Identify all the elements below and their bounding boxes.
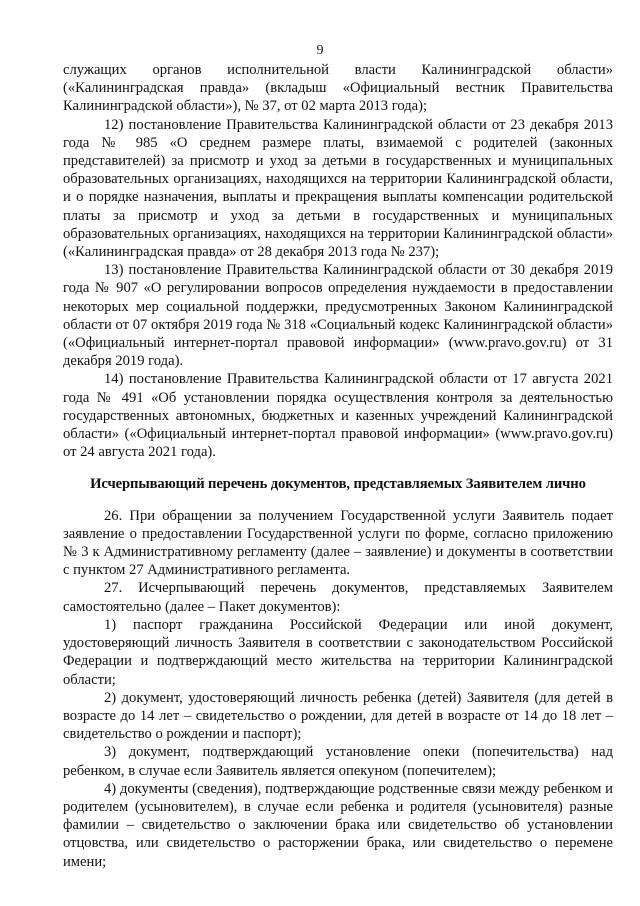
list-item-3: 3) документ, подтверждающий установление опеки (попечительства) над ребенком, в случае если Заявитель является опекуном (попечителем); [63, 744, 613, 779]
paragraph-item-14: 14) постановление Правительства Калининградской области от 17 августа 2021 года № 491 «Об установлении порядка осуществления контроля за деятельностью государственных автономных, бюджетных и казенных учреждений Калининградской области» («Официальный интернет-портал правовой информации» (www.pravo.gov.ru) от 24 августа 2021 года). [63, 371, 613, 461]
paragraph-item-13: 13) постановление Правительства Калининградской области от 30 декабря 2019 года № 907 «О регулировании вопросов определения нуждаемости в предоставлении некоторых мер социальной поддержки, предусмотренных Законом Калининградской области от 07 октября 2019 года № 318 «Социальный кодекс Калининградской области» («Официальный интернет-портал правовой информации» (www.pravo.gov.ru) от 31 декабря 2019 года). [63, 262, 613, 370]
section-heading: Исчерпывающий перечень документов, представляемых Заявителем лично [90, 476, 586, 493]
paragraph-27: 27. Исчерпывающий перечень документов, представляемых Заявителем самостоятельно (далее – Пакет документов): [63, 580, 613, 615]
paragraph-item-12: 12) постановление Правительства Калининградской области от 23 декабря 2013 года № 985 «О среднем размере платы, взимаемой с родителей (законных представителей) за присмотр и уход за детьми в государственных и муниципальных образовательных организациях, находящихся на территории Калининградской области, и о порядке назначения, выплаты и прекращения выплаты компенсации родительской платы за присмотр и уход за детьми в государственных и муниципальных образовательных организациях, находящихся на территории Калининградской области» («Калининградская правда» от 28 декабря 2013 года № 237); [63, 116, 613, 261]
paragraph-continuation: служащих органов исполнительной власти Калининградской области» («Калининградская правда» (вкладыш «Официальный вестник Правительства Калининградской области»), № 37, от 02 марта 2013 года); [63, 62, 613, 115]
list-item-2: 2) документ, удостоверяющий личность ребенка (детей) Заявителя (для детей в возрасте до 14 лет – свидетельство о рождении, для детей в возрасте от 14 до 18 лет – свидетельство о рождении и паспорт); [63, 689, 613, 743]
page-number: 9 [316, 43, 324, 58]
list-item-1: 1) паспорт гражданина Российской Федерации или иной документ, удостоверяющий личность Заявителя в соответствии с законодательством Российской Федерации и подтверждающий место жительства на территории Калининградской области; [63, 616, 613, 688]
document-body [63, 61, 613, 871]
list-item-4: 4) документы (сведения), подтверждающие родственные связи между ребенком и родителем (усыновителем), в случае если ребенка и родителя (усыновителя) разные фамилии – свидетельство о заключении брака или свидетельство об установлении отцовства, или свидетельство о расторжении брака, или свидетельство о перемене имени; [63, 780, 613, 870]
paragraph-26: 26. При обращении за получением Государственной услуги Заявитель подает заявление о предоставлении Государственной услуги по форме, согласно приложению № 3 к Административному регламенту (далее – заявление) и документы в соответствии с пунктом 27 Административного регламента. [63, 507, 613, 579]
